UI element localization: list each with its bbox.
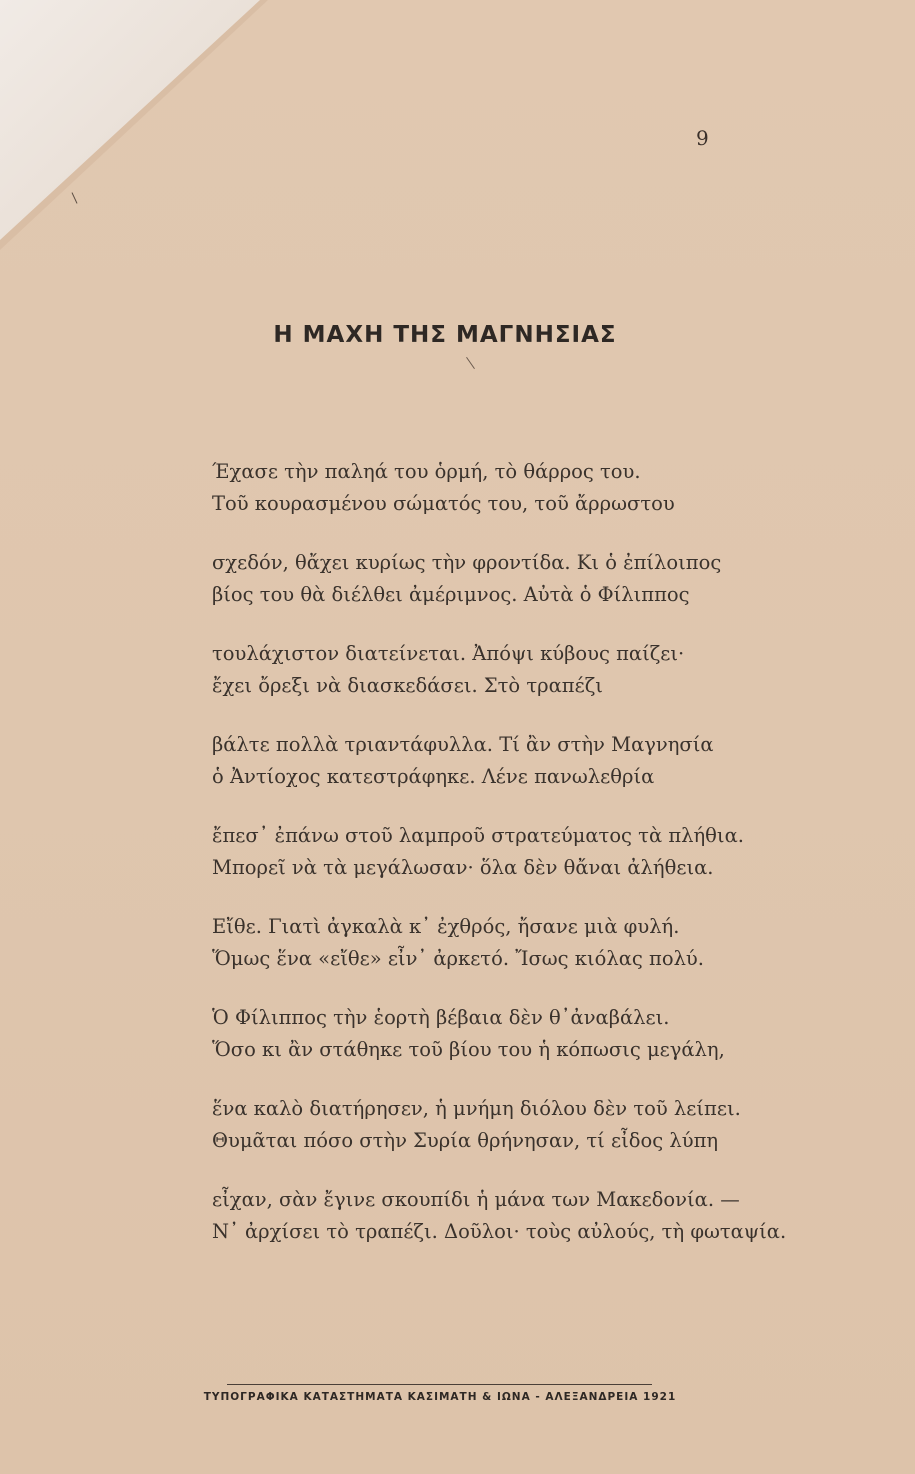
poem-line: τουλάχιστον διατείνεται. Ἀπόψι κύβους παίζει· bbox=[212, 642, 685, 665]
poem-line: Έχασε τὴν παληά του ὁρμή, τὸ θάρρος του. bbox=[212, 460, 641, 483]
stanza bbox=[212, 1002, 772, 1066]
poem-line: βάλτε πολλὰ τριαντάφυλλα. Τί ἂν στὴν Μαγνησία bbox=[212, 733, 714, 756]
poem-line: Ν᾽ ἀρχίσει τὸ τραπέζι. Δοῦλοι· τοὺς αὐλούς, τὴ φωταψία. bbox=[212, 1220, 787, 1243]
poem-line: Ὁ Φίλιππος τὴν ἑορτὴ βέβαια δὲν θ᾽ἀναβάλει. bbox=[212, 1006, 670, 1029]
stanza bbox=[212, 820, 772, 884]
ink-mark bbox=[466, 357, 475, 369]
poem-line: Θυμᾶται πόσο στὴν Συρία θρήνησαν, τί εἶδος λύπη bbox=[212, 1129, 719, 1152]
poem-line: Ὅμως ἕνα «εἴθε» εἶν᾽ ἀρκετό. Ἴσως κιόλας πολύ. bbox=[212, 947, 704, 970]
stanza bbox=[212, 547, 772, 611]
stanza bbox=[212, 456, 772, 520]
poem-line: ἔπεσ᾽ ἐπάνω στοῦ λαμπροῦ στρατεύματος τὰ πλήθια. bbox=[212, 824, 744, 847]
poem-line: Ὅσο κι ἂν στάθηκε τοῦ βίου του ἡ κόπωσις μεγάλη, bbox=[212, 1038, 725, 1061]
poem-title: Η ΜΑΧΗ ΤΗΣ ΜΑΓΝΗΣΙΑΣ bbox=[273, 322, 617, 348]
poem-line: σχεδόν, θἄχει κυρίως τὴν φροντίδα. Κι ὁ ἐπίλοιπος bbox=[212, 551, 722, 574]
printer-imprint: ΤΥΠΟΓΡΑΦΙΚΑ ΚΑΤΑΣΤΗΜΑΤΑ ΚΑΣΙΜΑΤΗ & ΙΩΝΑ - ΑΛΕΞΑΝΔΡΕΙΑ 1921 bbox=[203, 1391, 677, 1403]
poem-line: Μπορεῖ νὰ τὰ μεγάλωσαν· ὅλα δὲν θἄναι ἀλήθεια. bbox=[212, 856, 714, 879]
poem-body bbox=[212, 456, 787, 1275]
poem-line: Εἴθε. Γιατὶ ἀγκαλὰ κ᾽ ἐχθρός, ἤσανε μιὰ φυλή. bbox=[212, 915, 680, 938]
folded-corner bbox=[0, 0, 260, 240]
stanza bbox=[212, 638, 772, 702]
poem-line: ἔχει ὄρεξι νὰ διασκεδάσει. Στὸ τραπέζι bbox=[212, 674, 603, 697]
stanza bbox=[212, 911, 772, 975]
stanza bbox=[212, 1184, 787, 1248]
stanza bbox=[212, 1093, 772, 1157]
footer-divider bbox=[227, 1384, 652, 1385]
poem-line: Τοῦ κουρασμένου σώματός του, τοῦ ἄρρωστου bbox=[212, 492, 675, 515]
poem-line: ὁ Ἀντίοχος κατεστράφηκε. Λένε πανωλεθρία bbox=[212, 765, 655, 788]
stanza bbox=[212, 729, 772, 793]
poem-line: εἶχαν, σὰν ἔγινε σκουπίδι ἡ μάνα των Μακεδονία. — bbox=[212, 1188, 740, 1211]
ink-mark bbox=[72, 192, 78, 203]
poem-line: βίος του θὰ διέλθει ἀμέριμνος. Αὐτὰ ὁ Φίλιππος bbox=[212, 583, 690, 606]
page-number: 9 bbox=[696, 126, 709, 150]
poem-line: ἕνα καλὸ διατήρησεν, ἡ μνήμη διόλου δὲν τοῦ λείπει. bbox=[212, 1097, 741, 1120]
